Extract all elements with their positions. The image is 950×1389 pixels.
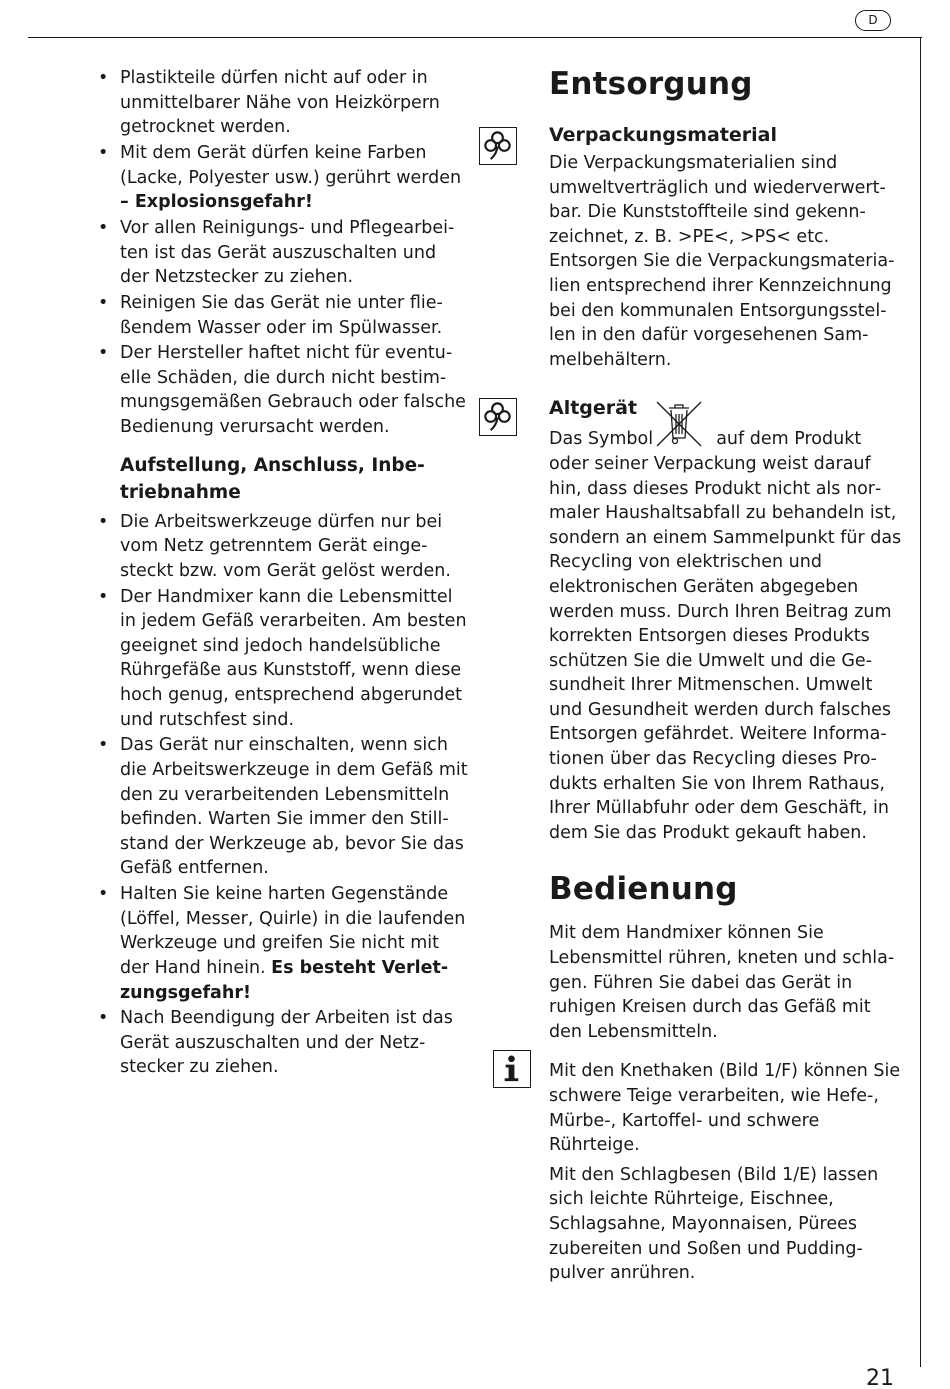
right-margin-rule [920,37,921,1367]
list-item: • Das Gerät nur einschalten, wenn sich die Arbeitswerkzeuge in dem Gefäß mit den zu verarbeitenden Lebensmitteln befinden. Warten Sie immer den Stillstand der Werkzeuge ab, bevor Sie das Gefäß entfernen. [98,733,470,881]
old-device-text: Das Symbol auf dem Produkt oder seiner Verpackung weist darauf hin, dass dieses Produkt nicht als normaler Haushaltsabfall zu behandeln ist, sondern an einem Sammelpunkt für das Recycling von elektrischen und elektronischen Geräten abgegeben werden muss. Durch Ihren Beitrag zum korrekten Entsorgen dieses Produkts schützen Sie die Umwelt und die Gesundheit Ihrer Mitmenschen. Umwelt und Gesundheit werden durch falsches Entsorgen gefährdet. Weitere Informationen über das Recycling dieses Produkts erhalten Sie von Ihrem Rathaus, Ihrer Müllabfuhr oder dem Geschäft, in dem Sie das Produkt gekauft haben. [549,424,904,845]
packaging-heading: Verpackungsmaterial [549,124,778,146]
right-column [549,64,904,1291]
warning-text: – Explosionsgefahr! [120,192,313,213]
safety-bullet-list [98,66,470,440]
page-number: 21 [866,1366,894,1389]
list-item: • Der Hersteller haftet nicht für eventuelle Schäden, die durch nicht bestimmungsgemäßen Gebrauch oder falsche Bedienung verursacht werden. [98,341,470,439]
old-device-heading: Altgerät [549,397,638,420]
packaging-text: Die Verpackungsmaterialien sind umweltverträglich und wiederverwertbar. Die Kunststoffteile sind gekennzeichnet, z. B. >PE<, >PS< etc. Entsorgen Sie die Verpackungsmaterialien entsprechend ihrer Kennzeichnung bei den kommunalen Entsorgungsstellen in den dafür vorgesehenen Sammelbehältern. [549,153,895,370]
info-icon [493,1050,531,1088]
list-item: • Nach Beendigung der Arbeiten ist das Gerät auszuschalten und der Netzstecker zu ziehen. [98,1006,470,1080]
header-rule [28,37,922,38]
kneading-hooks-note: Mit den Knethaken (Bild 1/F) können Sie schwere Teige verarbeiten, wie Hefe-, Mürbe-, Kartoffel- und schwere Rührteige. [549,1061,901,1156]
clover-icon [479,398,517,436]
list-item: • Reinigen Sie das Gerät nie unter fließendem Wasser oder im Spülwasser. [98,291,470,340]
language-badge: D [855,10,891,31]
setup-subheading: Aufstellung, Anschluss, Inbetriebnahme [120,454,425,503]
section-title-operation: Bedienung [549,871,738,908]
list-item: • Halten Sie keine harten Gegenstände (Löffel, Messer, Quirle) in die laufenden Werkzeuge und greifen Sie nicht mit der Hand hinein. Es besteht Verletzungsgefahr! [98,882,470,1005]
operation-intro: Mit dem Handmixer können Sie Lebensmittel rühren, kneten und schlagen. Führen Sie dabei das Gerät in ruhigen Kreisen durch das Gefäß mit den Lebensmitteln. [549,923,895,1042]
crossed-out-wheelie-bin-icon [659,424,711,450]
list-item: • Vor allen Reinigungs- und Pflegearbeiten ist das Gerät auszuschalten und der Netzstecker zu ziehen. [98,216,470,290]
list-item: • Die Arbeitswerkzeuge dürfen nur bei vom Netz getrenntem Gerät eingesteckt bzw. vom Gerät gelöst werden. [98,510,470,584]
section-title-disposal: Entsorgung [549,66,753,102]
left-column [98,66,470,1081]
warning-text: Es besteht Verletzungsgefahr! [120,957,449,1003]
list-item: • Der Handmixer kann die Lebensmittel in jedem Gefäß verarbeiten. Am besten geeignet sind jedoch handelsübliche Rührgefäße aus Kunststoff, wenn diese hoch genug, entsprechend abgerundet und rutschfest sind. [98,585,470,733]
setup-bullet-list [98,510,470,1080]
whisks-note: Mit den Schlagbesen (Bild 1/E) lassen sich leichte Rührteige, Eischnee, Schlagsahne, Mayonnaisen, Pürees zubereiten und Soßen und Puddingpulver anrühren. [549,1164,879,1284]
clover-icon [479,127,517,165]
list-item: • Plastikteile dürfen nicht auf oder in unmittelbarer Nähe von Heizkörpern getrocknet werden. [98,66,470,140]
list-item: • Mit dem Gerät dürfen keine Farben (Lacke, Polyester usw.) gerührt werden – Explosionsgefahr! [98,141,470,215]
